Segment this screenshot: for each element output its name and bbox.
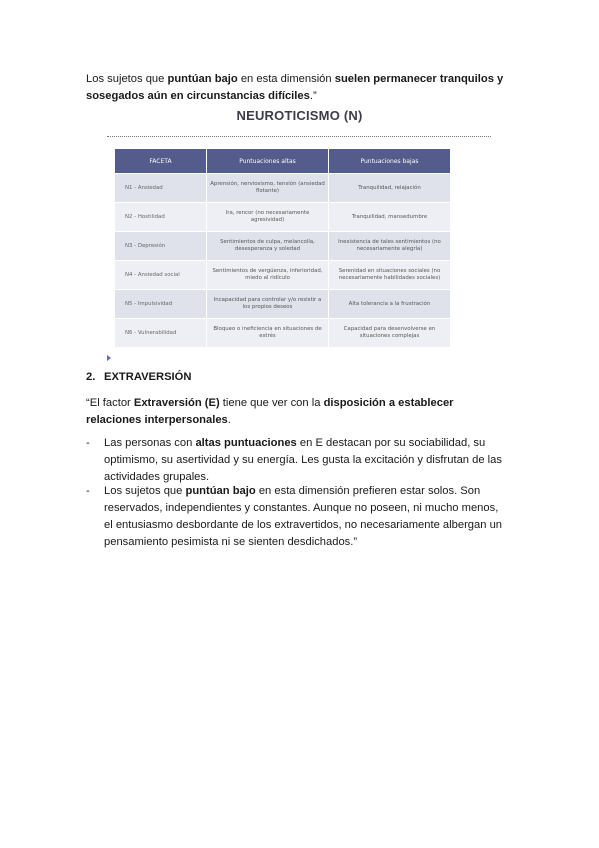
table-cell: Incapacidad para controlar y/o resistir a los propios deseos — [207, 290, 329, 319]
table-row — [115, 174, 451, 203]
column-header: Puntuaciones altas — [207, 149, 329, 174]
definition-paragraph — [86, 395, 496, 429]
table-header-row — [115, 149, 451, 174]
table-cell: Tranquilidad, relajación — [329, 174, 451, 203]
table-cell: Bloqueo o ineficiencia en situaciones de estrés — [207, 319, 329, 348]
table-cell: N5 - Impulsividad — [115, 290, 207, 319]
section-number: 2. — [86, 371, 96, 383]
bullet-bold: puntúan bajo — [185, 485, 256, 497]
table-row — [115, 232, 451, 261]
bullet-text: Las personas con — [104, 437, 196, 449]
bullet-text: Los sujetos que — [104, 485, 186, 497]
table-row — [115, 290, 451, 319]
column-header: Puntuaciones bajas — [329, 149, 451, 174]
bullet-item — [104, 483, 504, 551]
table-cell: N6 - Vulnerabilidad — [115, 319, 207, 348]
table-cell: Serenidad en situaciones sociales (no necesariamente habilidades sociales) — [329, 261, 451, 290]
intro-text: .” — [309, 90, 317, 102]
table-cell: Sentimientos de vergüenza, inferioridad, miedo al ridículo — [207, 261, 329, 290]
table-row — [115, 319, 451, 348]
table-cell: Tranquilidad, mansedumbre — [329, 203, 451, 232]
table-cell: Inexistencia de tales sentimientos (no necesariamente alegría) — [329, 232, 451, 261]
definition-text: “El factor — [86, 397, 134, 409]
bullet-dash: - — [86, 485, 90, 497]
column-header: FACETA — [115, 149, 207, 174]
bullet-text: en esta dimensión prefieren estar solos. Son reservados, independientes y constantes. Aunque no poseen, ni mucho menos, el entusiasmo desbordante de los extravertidos, no necesariamente albergan un pensamiento pesimista ni se sienten desdichados.” — [104, 485, 503, 548]
definition-bold: disposición a establecer relaciones interpersonales — [86, 397, 454, 426]
table-cell: N2 - Hostilidad — [115, 203, 207, 232]
table-row — [115, 203, 451, 232]
intro-text: Los sujetos que — [86, 73, 168, 85]
definition-text: . — [227, 414, 231, 426]
table-cell: N3 - Depresión — [115, 232, 207, 261]
section-title: EXTRAVERSIÓN — [104, 371, 192, 383]
dotted-divider — [107, 136, 491, 137]
intro-paragraph — [86, 71, 506, 105]
section-heading — [86, 371, 191, 383]
anchor-arrow-icon — [107, 355, 111, 361]
bullet-text: en E destacan por su sociabilidad, su optimismo, su asertividad y su energía. Les gusta la excitación y disfrutan de las actividades grupales. — [104, 437, 502, 483]
intro-bold: suelen permanecer tranquilos y sosegados aún en circunstancias difíciles — [86, 73, 504, 102]
table-cell: Capacidad para desenvolverse en situaciones complejas — [329, 319, 451, 348]
table-cell: Aprensión, nerviosismo, tensión (ansiedad flotante) — [207, 174, 329, 203]
table-row — [115, 261, 451, 290]
bullet-dash: - — [86, 437, 90, 449]
table-title: NEUROTICISMO (N) — [236, 108, 363, 123]
table-cell: N4 - Ansiedad social — [115, 261, 207, 290]
neuroticism-table — [114, 148, 451, 348]
intro-bold: puntúan bajo — [167, 73, 238, 85]
intro-text: en esta dimensión — [237, 73, 335, 85]
bullet-item — [104, 435, 504, 486]
definition-bold: Extraversión (E) — [133, 397, 220, 409]
table-cell: N1 - Ansiedad — [115, 174, 207, 203]
table-cell: Sentimientos de culpa, melancolía, desesperanza y soledad — [207, 232, 329, 261]
table-cell: Ira, rencor (no necesariamente agresividad) — [207, 203, 329, 232]
table-cell: Alta tolerancia a la frustración — [329, 290, 451, 319]
bullet-bold: altas puntuaciones — [195, 437, 297, 449]
definition-text: tiene que ver con la — [219, 397, 324, 409]
